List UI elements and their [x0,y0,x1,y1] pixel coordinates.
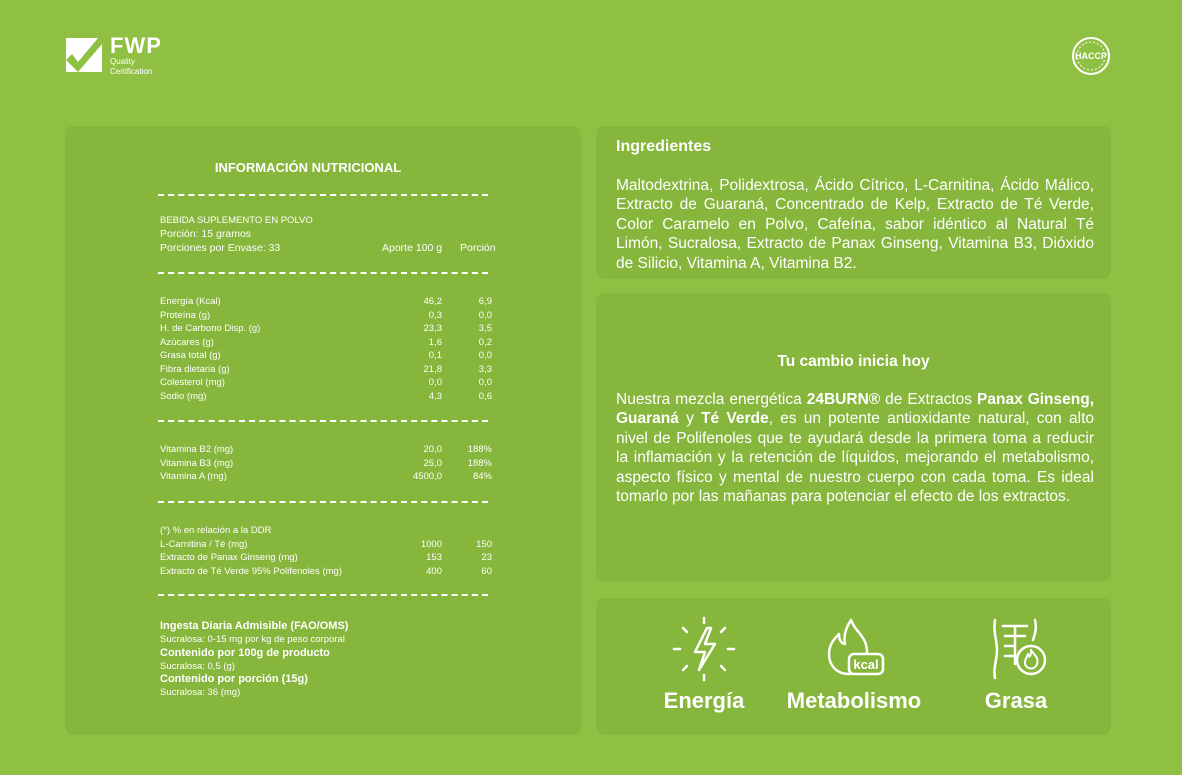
nutrient-name: Fibra dietaria (g) [160,363,230,375]
ingredients-title: Ingredientes [616,138,712,155]
content-100g-text: Sucralosa: 0,5 (g) [160,660,235,672]
extract-row [160,538,560,552]
logo-line1: Quality [110,57,135,66]
nutrient-row [160,336,560,350]
kcal-label: kcal [853,657,879,672]
nutrient-value-portion: 3,3 [478,363,492,375]
column-header-100g: Aporte 100 g [382,242,443,254]
extract-name: Extracto de Té Verde 95% Polifenoles (mg) [160,565,343,577]
nutrient-name: Azúcares (g) [160,336,214,348]
nutrition-title: INFORMACIÓN NUTRICIONAL [214,160,402,175]
vitamin-name: Vitamina A (mg) [160,471,227,482]
nutrient-value-portion: 3,5 [478,323,492,334]
description-panel [596,293,1111,581]
fwp-logo [64,33,162,76]
benefit-energia-label: Energía [663,688,745,713]
servings-per-pack: Porciones por Envase: 33 [160,242,281,254]
nutrient-value-portion: 0,0 [478,377,492,388]
nutrient-row [160,363,560,377]
flame-kcal-icon [821,616,887,682]
ida-title: Ingesta Diaria Admisible (FAO/OMS) [160,620,349,632]
nutrient-value-portion: 6,9 [478,296,492,307]
vitamins-table [160,443,560,484]
lightning-icon [671,616,737,682]
divider [158,594,488,596]
haccp-badge-icon [1070,36,1112,76]
divider [158,501,488,503]
sucralose-section [160,620,560,700]
nutrient-value-100g: 4,3 [428,390,442,402]
description-title: Tu cambio inicia hoy [777,353,930,370]
extract-value-100g: 400 [426,565,442,577]
nutrition-panel [65,126,581,735]
nutrient-name: Sodio (mg) [160,390,207,402]
description-text: Nuestra mezcla energética 24BURN® de Extractos Panax Ginseng, Guaraná y Té Verde, es un potente antioxidante natural, con alto nivel de Polifenoles que te ayudará desde la primera toma a reducir la inflamación y la retención de líquidos, mejorando el metabolismo, aspecto físico y mental de nuestro cuerpo con cada toma. Es ideal tomarlo por las mañanas para potenciar el efecto de los extractos. [616,391,1095,506]
nutrient-value-100g: 1,6 [428,336,442,348]
portion-size: Porción: 15 gramos [160,227,252,240]
nutrient-value-100g: 0,3 [428,309,442,321]
vitamin-value-100g: 20,0 [423,444,442,455]
extract-value-100g: 153 [426,552,442,563]
vitamin-row [160,457,560,471]
ida-text: Sucralosa: 0-15 mg por kg de peso corporal [160,634,345,645]
vitamin-name: Vitamina B3 (mg) [160,457,234,469]
nutrients-table [160,295,560,403]
vitamin-value-portion: 84% [472,471,492,482]
nutrient-name: Proteína (g) [160,309,211,321]
vitamin-value-100g: 25,0 [423,457,442,469]
vitamin-value-portion: 188% [467,457,492,469]
nutrient-value-portion: 0,2 [478,336,492,348]
vitamin-row [160,470,560,484]
extract-value-portion: 23 [481,552,492,563]
extract-value-portion: 60 [481,565,492,577]
benefit-grasa [936,616,1096,714]
column-header-portion: Porción [460,242,496,254]
extract-value-portion: 150 [476,538,492,550]
extract-name: Extracto de Panax Ginseng (mg) [160,552,298,563]
content-portion-text: Sucralosa: 36 (mg) [160,687,241,698]
nutrient-value-100g: 21,8 [423,363,442,375]
benefits-panel [596,598,1111,735]
nutrient-value-portion: 0,0 [478,309,492,321]
nutrient-value-portion: 0,6 [478,390,492,402]
nutrient-name: H. de Carbono Disp. (g) [160,323,261,334]
nutrient-row [160,349,560,363]
ingredients-panel [596,126,1111,279]
nutrient-value-100g: 23,3 [423,323,442,334]
ingredients-text: Maltodextrina, Polidextrosa, Ácido Cítrico, L-Carnitina, Ácido Málico, Extracto de Guaraná, Concentrado de Kelp, Extracto de Té Verde, Color Caramelo en Polvo, Cafeína, sabor idéntico al Natural Té Limón, Sucralosa, Extracto de Panax Ginseng, Vitamina B3, Dióxido de Silicio, Vitamina A, Vitamina B2. [616,177,1094,272]
nutrient-row [160,309,560,323]
nutrient-value-portion: 0,0 [478,350,492,361]
content-100g-title: Contenido por 100g de producto [160,646,330,659]
haccp-label: HACCP [1074,51,1108,61]
nutrient-row [160,390,560,404]
benefit-energia [624,616,784,714]
benefit-metabolismo-label: Metabolismo [786,688,922,713]
nutrient-value-100g: 0,1 [428,350,442,361]
product-name: BEBIDA SUPLEMENTO EN POLVO [160,215,313,226]
benefit-metabolismo [774,616,934,714]
vitamin-value-portion: 188% [467,444,492,455]
divider [158,420,488,422]
vitamin-value-100g: 4500,0 [412,471,442,482]
extract-row [160,551,560,565]
torso-burn-icon [983,616,1049,682]
logo-line2: Certification [110,67,153,76]
vitamin-name: Vitamina B2 (mg) [160,444,234,455]
nutrient-name: Colesterol (mg) [160,377,225,388]
benefit-grasa-label: Grasa [984,688,1048,713]
nutrient-name: Grasa total (g) [160,350,221,361]
product-info [160,214,560,255]
extracts-section [160,524,560,578]
extract-value-100g: 1000 [420,538,442,550]
divider [158,272,488,274]
nutrient-value-100g: 0,0 [428,377,442,388]
nutrient-row [160,376,560,390]
logo-brand: FWP [110,33,162,58]
extract-name: L-Carnitina / Té (mg) [160,538,248,550]
nutrient-row [160,322,560,336]
content-portion-title: Contenido por porción (15g) [160,673,308,685]
nutrient-name: Energía (Kcal) [160,296,221,307]
vitamin-row [160,443,560,457]
ddr-note: (*) % en relación a la DDR [160,525,272,536]
nutrient-row [160,295,560,309]
extract-row [160,565,560,579]
checkmark-logo-icon [64,36,104,74]
nutrient-value-100g: 46,2 [423,296,442,307]
divider [158,194,488,196]
